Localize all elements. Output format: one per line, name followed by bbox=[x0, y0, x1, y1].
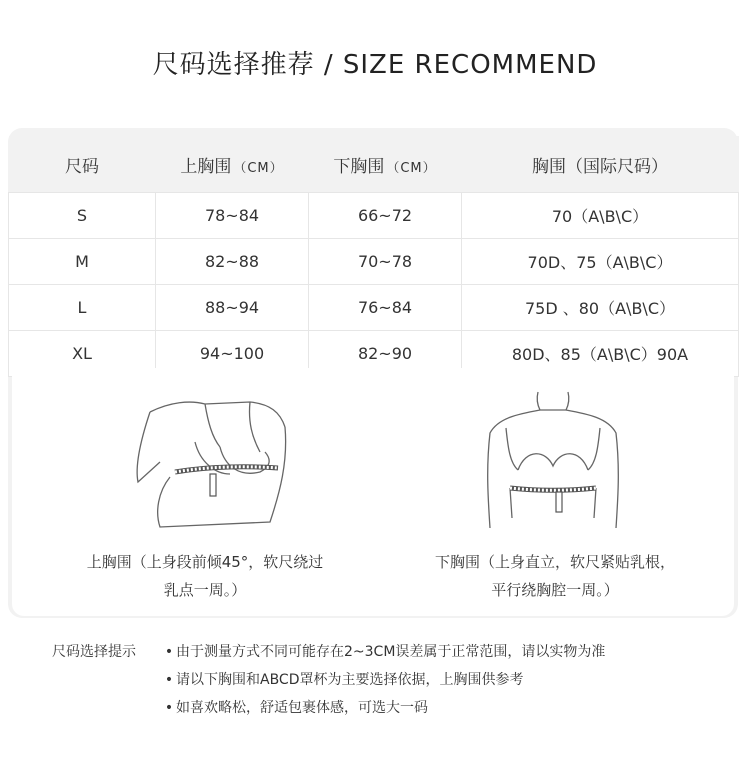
table-cell: 75D 、80（A\B\C） bbox=[462, 285, 739, 331]
table-cell: 94~100 bbox=[156, 331, 309, 377]
page-title: 尺码选择推荐 / SIZE RECOMMEND bbox=[152, 50, 598, 80]
upper-bust-measure-illustration bbox=[130, 382, 300, 532]
bullet-icon: • bbox=[164, 672, 174, 688]
header-under-bust: 下胸围 （CM） bbox=[309, 136, 462, 193]
list-item: 尺码选择提示 • 由于测量方式不同可能存在2~3CM误差属于正常范围，请以实物为准 bbox=[52, 638, 605, 666]
bullet-icon: • bbox=[164, 644, 174, 660]
list-item: • 请以下胸围和ABCD罩杯为主要选择依据，上胸围供参考 bbox=[52, 666, 605, 694]
table-cell: S bbox=[9, 193, 156, 239]
table-cell: 70（A\B\C） bbox=[462, 193, 739, 239]
table-header-row bbox=[9, 136, 739, 193]
under-bust-measure-illustration bbox=[478, 388, 628, 533]
table-row bbox=[9, 239, 739, 285]
table-cell: M bbox=[9, 239, 156, 285]
header-size: 尺码 bbox=[9, 136, 156, 193]
table-cell: 70D、75（A\B\C） bbox=[462, 239, 739, 285]
table-row bbox=[9, 193, 739, 239]
table-cell: 88~94 bbox=[156, 285, 309, 331]
table-row bbox=[9, 285, 739, 331]
table-cell: XL bbox=[9, 331, 156, 377]
table-cell: 66~72 bbox=[309, 193, 462, 239]
table-cell: L bbox=[9, 285, 156, 331]
bullet-icon: • bbox=[164, 700, 174, 716]
list-item: • 如喜欢略松，舒适包裹体感，可选大一码 bbox=[52, 694, 605, 722]
table-cell: 76~84 bbox=[309, 285, 462, 331]
table-cell: 78~84 bbox=[156, 193, 309, 239]
table-cell: 82~90 bbox=[309, 331, 462, 377]
under-bust-caption: 下胸围（上身直立，软尺紧贴乳根， 平行绕胸腔一周。） bbox=[434, 553, 675, 599]
header-intl-size: 胸围（国际尺码） bbox=[462, 136, 739, 193]
header-upper-bust: 上胸围 （CM） bbox=[156, 136, 309, 193]
upper-bust-caption: 上胸围（上身段前倾45°，软尺绕过 乳点一周。） bbox=[86, 553, 324, 599]
table-cell: 82~88 bbox=[156, 239, 309, 285]
size-table bbox=[8, 136, 739, 377]
size-tips bbox=[52, 638, 605, 722]
table-cell: 70~78 bbox=[309, 239, 462, 285]
tips-label: 尺码选择提示 bbox=[52, 644, 136, 660]
table-cell: 80D、85（A\B\C）90A bbox=[462, 331, 739, 377]
